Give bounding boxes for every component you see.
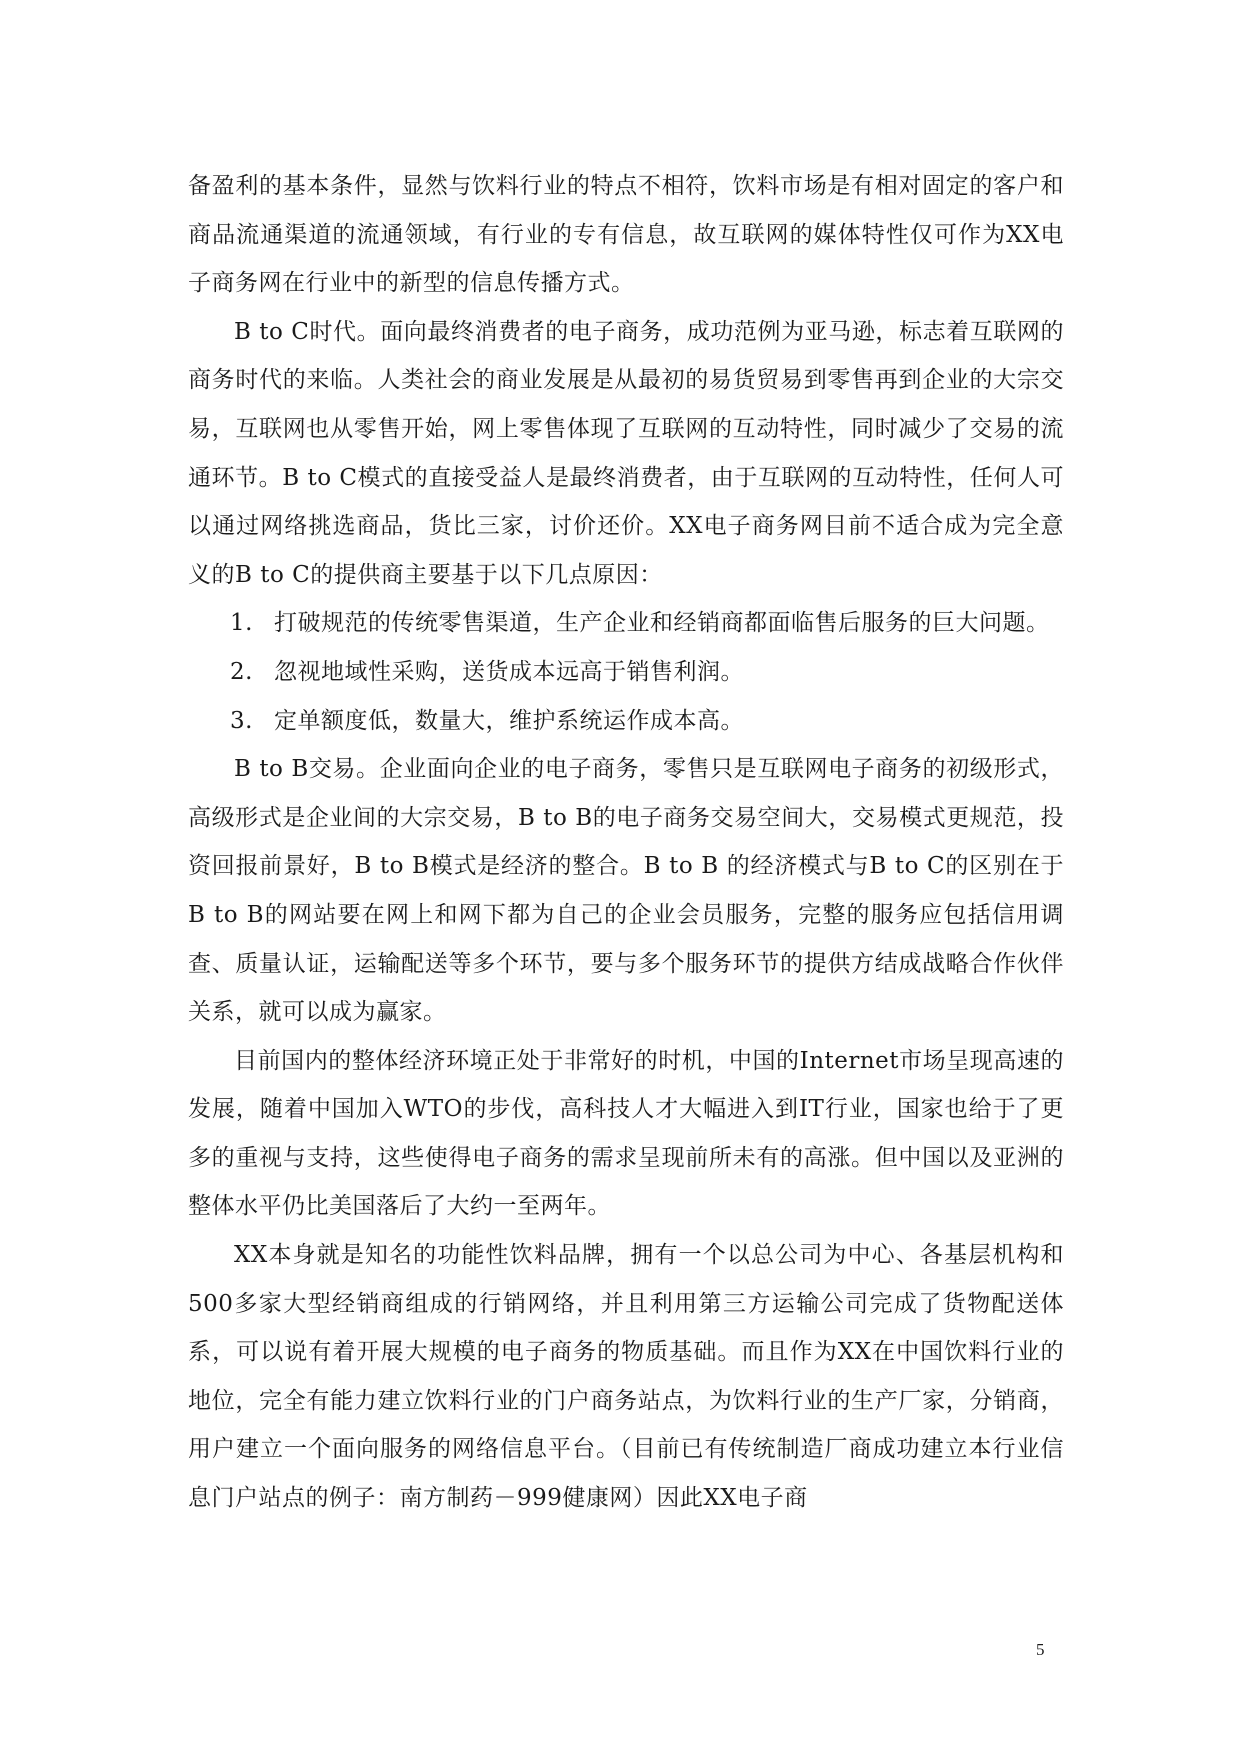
paragraph-domestic-economy: 目前国内的整体经济环境正处于非常好的时机，中国的Internet市场呈现高速的发展，随着中国加入WTO的步伐，高科技人才大幅进入到IT行业，国家也给于了更多的重视与支持，这些使得电子商务的需求呈现前所未有的高涨。但中国以及亚洲的整体水平仍比美国落后了大约一至两年。 — [188, 1047, 1064, 1220]
paragraph-b2b: B to B交易。企业面向企业的电子商务，零售只是互联网电子商务的初级形式，高级形式是企业间的大宗交易，B to B的电子商务交易空间大，交易模式更规范，投资回报前景好，B to B模式是经济的整合。B to B 的经济模式与B to C的区别在于B to B的网站要在网上和网下都为自己的企业会员服务，完整的服务应包括信用调查、质量认证，运输配送等多个环节，要与多个服务环节的提供方结成战略合作伙伴关系，就可以成为赢家。 — [188, 756, 1064, 1026]
list-item — [188, 599, 1064, 648]
list-item-number: 2. — [230, 658, 253, 685]
paragraph-xx-brand: XX本身就是知名的功能性饮料品牌，拥有一个以总公司为中心、各基层机构和500多家大型经销商组成的行销网络，并且利用第三方运输公司完成了货物配送体系，可以说有着开展大规模的电子商务的物质基础。而且作为XX在中国饮料行业的地位，完全有能力建立饮料行业的门户商务站点，为饮料行业的生产厂家，分销商，用户建立一个面向服务的网络信息平台。（目前已有传统制造厂商成功建立本行业信息门户站点的例子：南方制药－999健康网）因此XX电子商 — [188, 1242, 1064, 1512]
list-item-text: 定单额度低，数量大，维护系统运作成本高。 — [274, 707, 744, 734]
list-item — [188, 648, 1064, 697]
document-body — [188, 162, 1064, 1523]
list-item-number: 1. — [230, 610, 253, 637]
list-item-number: 3. — [230, 707, 253, 734]
list-item-text: 忽视地域性采购，送货成本远高于销售利润。 — [274, 658, 744, 685]
list-item-text: 打破规范的传统零售渠道，生产企业和经销商都面临售后服务的巨大问题。 — [274, 610, 1050, 637]
list-item — [188, 697, 1064, 746]
paragraph-continuation: 备盈利的基本条件，显然与饮料行业的特点不相符，饮料市场是有相对固定的客户和商品流通渠道的流通领域，有行业的专有信息，故互联网的媒体特性仅可作为XX电子商务网在行业中的新型的信息传播方式。 — [188, 173, 1064, 297]
paragraph-b2c: B to C时代。面向最终消费者的电子商务，成功范例为亚马逊，标志着互联网的商务时代的来临。人类社会的商业发展是从最初的易货贸易到零售再到企业的大宗交易，互联网也从零售开始，网上零售体现了互联网的互动特性，同时减少了交易的流通环节。B to C模式的直接受益人是最终消费者，由于互联网的互动特性，任何人可以通过网络挑选商品，货比三家，讨价还价。XX电子商务网目前不适合成为完全意义的B to C的提供商主要基于以下几点原因： — [188, 318, 1064, 588]
page-number: 5 — [1036, 1640, 1045, 1659]
